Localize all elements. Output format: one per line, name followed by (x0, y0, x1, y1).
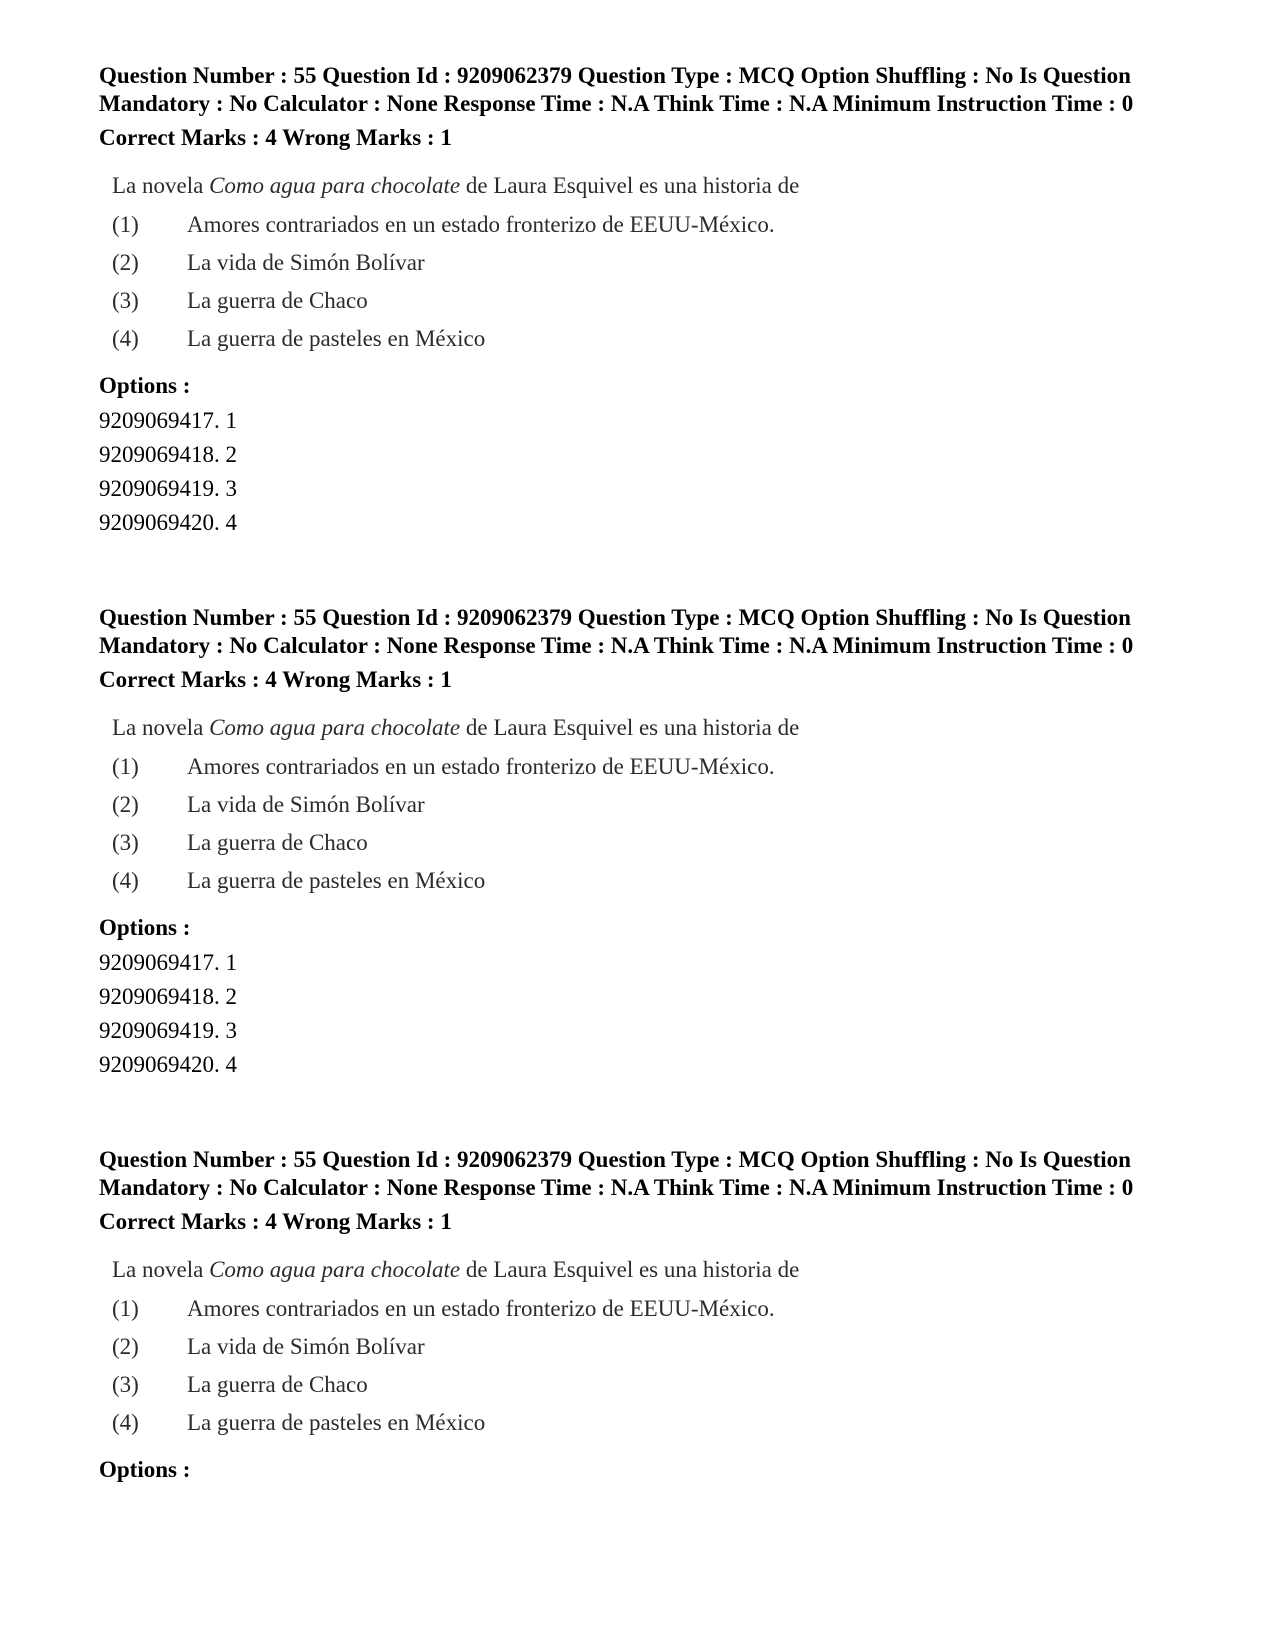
choice-text: La guerra de Chaco (187, 288, 368, 313)
choice-text: La guerra de pasteles en México (187, 1410, 486, 1435)
choice-row (112, 742, 1189, 780)
choice-text: La vida de Simón Bolívar (187, 792, 425, 817)
option-id: 9209069420. 4 (99, 510, 237, 535)
choice-text: La vida de Simón Bolívar (187, 1334, 425, 1359)
question-meta: Question Number : 55 Question Id : 9209062379 Question Type : MCQ Option Shuffling : No Is Question Mandatory : No Calculator : None Response Time : N.A Think Time : N.A Minimum Instruction Time : 0 (99, 63, 1134, 116)
choice-text: Amores contrariados en un estado fronterizo de EEUU-México. (187, 754, 775, 779)
choice-number: (3) (112, 288, 139, 313)
choice-number: (2) (112, 1334, 139, 1359)
option-id: 9209069420. 4 (99, 1052, 237, 1077)
choice-row (112, 314, 1189, 352)
choice-number: (1) (112, 754, 139, 779)
option-id: 9209069417. 1 (99, 408, 237, 433)
question-block-3 (99, 1146, 1189, 1484)
question-marks: Correct Marks : 4 Wrong Marks : 1 (99, 1209, 452, 1234)
choice-row (112, 818, 1189, 856)
choice-text: La guerra de pasteles en México (187, 868, 486, 893)
question-stem: La novela Como agua para chocolate de Laura Esquivel es una historia de (112, 715, 800, 740)
question-image (112, 714, 1189, 894)
option-id: 9209069417. 1 (99, 950, 237, 975)
question-image (112, 1256, 1189, 1436)
question-marks: Correct Marks : 4 Wrong Marks : 1 (99, 667, 452, 692)
choice-text: La guerra de pasteles en México (187, 326, 486, 351)
option-id: 9209069418. 2 (99, 984, 237, 1009)
choice-number: (3) (112, 1372, 139, 1397)
question-meta: Question Number : 55 Question Id : 9209062379 Question Type : MCQ Option Shuffling : No Is Question Mandatory : No Calculator : None Response Time : N.A Think Time : N.A Minimum Instruction Time : 0 (99, 605, 1134, 658)
choice-text: La vida de Simón Bolívar (187, 250, 425, 275)
choice-text: Amores contrariados en un estado fronterizo de EEUU-México. (187, 1296, 775, 1321)
choice-row (112, 1360, 1189, 1398)
choice-number: (1) (112, 212, 139, 237)
choice-row (112, 200, 1189, 238)
choice-text: Amores contrariados en un estado fronterizo de EEUU-México. (187, 212, 775, 237)
choice-number: (2) (112, 250, 139, 275)
question-marks: Correct Marks : 4 Wrong Marks : 1 (99, 125, 452, 150)
choice-row (112, 1398, 1189, 1436)
choice-number: (1) (112, 1296, 139, 1321)
question-block-1 (99, 62, 1189, 540)
option-id-list (99, 946, 1189, 1082)
choice-number: (2) (112, 792, 139, 817)
choice-row (112, 1322, 1189, 1360)
options-label: Options : (99, 1457, 191, 1482)
choice-text: La guerra de Chaco (187, 1372, 368, 1397)
option-id: 9209069419. 3 (99, 476, 237, 501)
options-label: Options : (99, 915, 191, 940)
choice-number: (4) (112, 1410, 139, 1435)
option-id: 9209069418. 2 (99, 442, 237, 467)
option-id-list (99, 404, 1189, 540)
choice-row (112, 276, 1189, 314)
question-image (112, 172, 1189, 352)
choice-text: La guerra de Chaco (187, 830, 368, 855)
question-meta: Question Number : 55 Question Id : 9209062379 Question Type : MCQ Option Shuffling : No Is Question Mandatory : No Calculator : None Response Time : N.A Think Time : N.A Minimum Instruction Time : 0 (99, 1147, 1134, 1200)
choice-row (112, 780, 1189, 818)
choice-row (112, 1284, 1189, 1322)
question-block-2 (99, 604, 1189, 1082)
option-id: 9209069419. 3 (99, 1018, 237, 1043)
choice-row (112, 238, 1189, 276)
choice-number: (4) (112, 868, 139, 893)
choice-number: (3) (112, 830, 139, 855)
options-label: Options : (99, 373, 191, 398)
choice-row (112, 856, 1189, 894)
choice-number: (4) (112, 326, 139, 351)
question-stem: La novela Como agua para chocolate de Laura Esquivel es una historia de (112, 1257, 800, 1282)
question-stem: La novela Como agua para chocolate de Laura Esquivel es una historia de (112, 173, 800, 198)
